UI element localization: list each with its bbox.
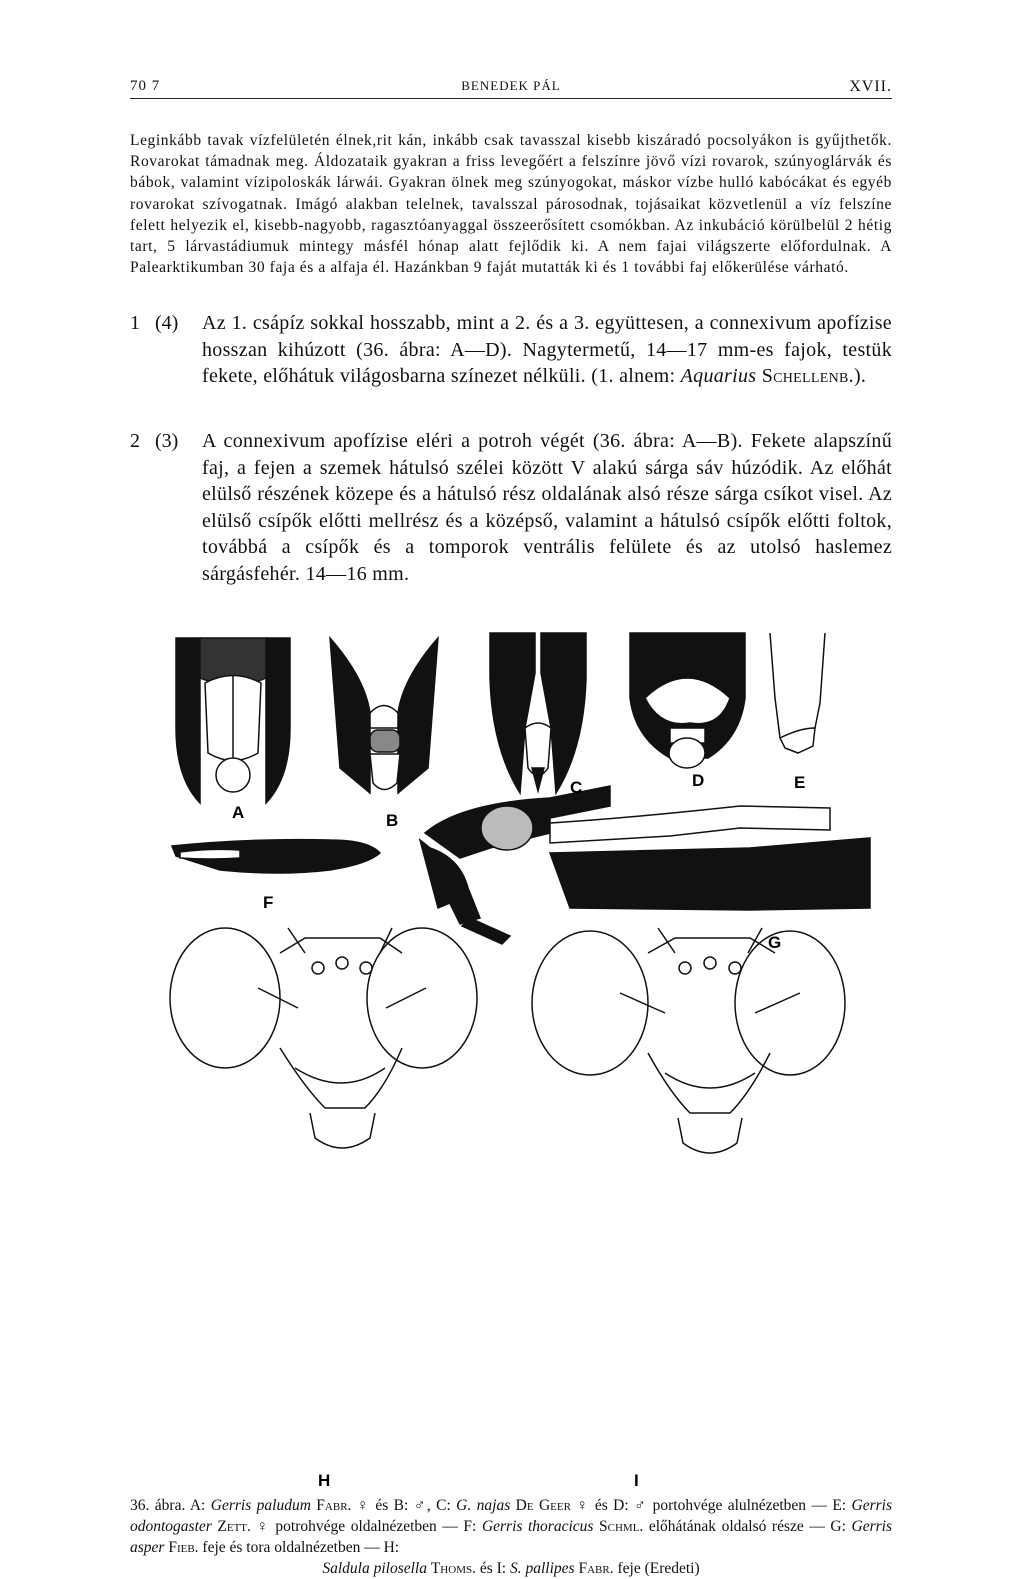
label-a: A xyxy=(232,803,245,822)
author-name: Schellenb. xyxy=(761,365,854,388)
label-b: B xyxy=(386,811,399,830)
label-h: H xyxy=(318,1471,331,1490)
label-e: E xyxy=(794,773,806,792)
key-item-1 xyxy=(130,310,892,390)
drawing-a xyxy=(176,638,290,803)
figure-36 xyxy=(130,618,892,1493)
key-item-text: Az 1. csápíz sokkal hosszabb, mint a 2. és a 3. együttesen, a connexivum apofízise hosszan kihúzott (36. ábra: A—D). Nagytermetű, 14—17 mm-es fajok, testük fekete, előhátuk világosbarna színezet nélküli. (1. alnem: Aquarius Schellenb.). xyxy=(202,312,892,388)
key-item-number: 1 (4) xyxy=(130,312,179,334)
label-d: D xyxy=(692,771,705,790)
section-number: XVII. xyxy=(849,78,892,95)
running-header xyxy=(130,76,892,99)
intro-text: Leginkább tavak vízfelületén élnek,rit kán, inkább csak tavasszal kisebb kiszáradó pocsolyákon is gyűjthetők. Rovarokat támadnak meg. Áldozataik gyakran a friss levegőért a felszínre jövő vízi rovarok, szúnyoglárvák és bábok, valamint vízipoloskák lárwái. Gyakran ölnek meg szúnyogokat, máskor vízbe hulló kabócákat és egyéb rovarokat szívogatnak. Imágó alakban telelnek, tavalsszal párosodnak, tojásaikat közvetlenül a víz felszíne felett helyezik el, kisebb-nagyobb, ragasztóanyaggal összeerősített csomókban. Az inkubáció körülbelül 2 hétig tart, 5 lárvastádiumuk mintegy másfél hónap alatt fejlődik ki. A nem fajai világszerte előfordulnak. A Palearktikumban 30 faja és a alfaja él. Hazánkban 9 faját mutatták ki és 1 további faj előkerülése várható. xyxy=(130,132,892,277)
drawing-i xyxy=(532,928,845,1153)
subgenus-name: Aquarius xyxy=(680,365,757,388)
page-number: 70 7 xyxy=(130,78,161,94)
drawing-c xyxy=(490,633,586,793)
label-i: I xyxy=(634,1471,639,1490)
label-g: G xyxy=(768,933,782,952)
figure-drawings xyxy=(130,618,892,1493)
drawing-b xyxy=(330,638,438,793)
label-f: F xyxy=(263,893,274,912)
drawing-e xyxy=(770,633,825,753)
drawing-h xyxy=(170,928,477,1148)
key-item-text: A connexivum apofízise eléri a potroh végét (36. ábra: A—B). Fekete alapszínű faj, a fejen a szemek hátulsó szélei között V alakú sárga sáv húzódik. Az előhát elülső részének közepe és a hátulsó rész oldalának alsó része sárga csíkot visel. Az elülső csípők előtti mellrész és a középső, valamint a hátulsó csípők előtti foltok, továbbá a csípők és a tomporok ventrális felülete és az utolsó haslemez sárgásfehér. 14—16 mm. xyxy=(202,430,892,585)
drawing-d xyxy=(630,633,745,768)
drawing-g xyxy=(420,786,870,944)
label-c: C xyxy=(570,778,583,797)
figure-caption: 36. ábra. A: Gerris paludum Fabr. ♀ és B: ♂, C: G. najas De Geer ♀ és D: ♂ portohvége alulnézetben — E: Gerris odontogaster Zett. ♀ potrohvége oldalnézetben — F: Gerris thoracicus Schml. előhátának oldalsó része — G: Gerris asper Fieb. feje és tora oldalnézetben — H: Saldula pilosella Thoms. és I: S. pallipes Fabr. feje (Eredeti) xyxy=(130,1497,892,1577)
key-item-number: 2 (3) xyxy=(130,430,179,452)
intro-paragraph xyxy=(130,130,892,278)
drawing-f xyxy=(172,840,380,873)
running-title: BENEDEK PÁL xyxy=(461,78,561,93)
key-item-2 xyxy=(130,428,892,588)
